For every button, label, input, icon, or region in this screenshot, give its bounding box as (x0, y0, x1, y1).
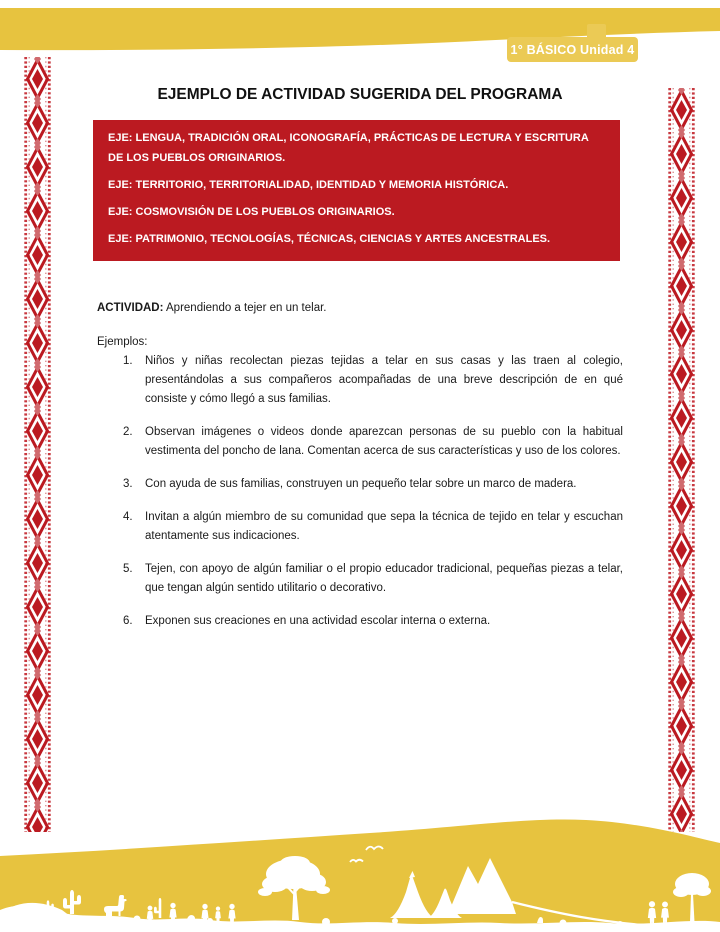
list-item (97, 612, 623, 631)
textile-pattern-svg (668, 88, 695, 832)
item-number: 2. (123, 426, 133, 438)
textile-border-right-icon (668, 88, 695, 832)
landscape-silhouette-icon (0, 810, 720, 932)
page-title: EJEMPLO DE ACTIVIDAD SUGERIDA DEL PROGRAMA (157, 86, 563, 103)
item-number: 3. (123, 478, 133, 490)
textile-border-left-icon (24, 57, 51, 832)
activity-line (97, 299, 623, 318)
unit-badge (507, 37, 638, 62)
item-number: 5. (123, 563, 133, 575)
eje-item: EJE: TERRITORIO, TERRITORIALIDAD, IDENTIDAD Y MEMORIA HISTÓRICA. (108, 179, 509, 191)
list-item (97, 508, 623, 546)
activity-text: Aprendiendo a tejer en un telar. (166, 302, 327, 314)
item-text: Exponen sus creaciones en una actividad escolar interna o externa. (145, 615, 491, 627)
item-text: Observan imágenes o videos donde aparezcan personas de su pueblo con la habitual vestimenta del poncho de lana. Comentan acerca de sus características y uso de los colores. (145, 426, 623, 457)
eje-item: EJE: LENGUA, TRADICIÓN ORAL, ICONOGRAFÍA, PRÁCTICAS DE LECTURA Y ESCRITURA DE LOS PUEBLOS ORIGINARIOS. (108, 132, 589, 164)
examples-label: Ejemplos: (97, 336, 148, 348)
item-text: Tejen, con apoyo de algún familiar o el propio educador tradicional, pequeñas piezas a telar, que tengan algún sentido utilitario o decorativo. (145, 563, 623, 594)
list-item (97, 352, 623, 409)
item-text: Con ayuda de sus familias, construyen un pequeño telar sobre un marco de madera. (145, 478, 577, 490)
examples-list (97, 352, 623, 645)
list-item (97, 423, 623, 461)
item-text: Invitan a algún miembro de su comunidad que sepa la técnica de tejido en telar y escuchan atentamente sus indicaciones. (145, 511, 623, 542)
list-item (97, 475, 623, 494)
item-number: 1. (123, 355, 133, 367)
list-item (97, 560, 623, 598)
textile-pattern-svg (24, 57, 51, 832)
unit-badge-label: 1° BÁSICO Unidad 4 (510, 42, 635, 57)
item-text: Niños y niñas recolectan piezas tejidas a telar en sus casas y las traen al colegio, presentándolas a sus compañeros acompañadas de una breve descripción de en qué consiste y cómo llegó a sus familias. (145, 355, 623, 405)
eje-box (93, 120, 620, 261)
item-number: 4. (123, 511, 133, 523)
item-number: 6. (123, 615, 133, 627)
eje-item: EJE: PATRIMONIO, TECNOLOGÍAS, TÉCNICAS, CIENCIAS Y ARTES ANCESTRALES. (108, 233, 551, 245)
activity-label: ACTIVIDAD: (97, 302, 164, 314)
eje-item: EJE: COSMOVISIÓN DE LOS PUEBLOS ORIGINARIOS. (108, 206, 395, 218)
